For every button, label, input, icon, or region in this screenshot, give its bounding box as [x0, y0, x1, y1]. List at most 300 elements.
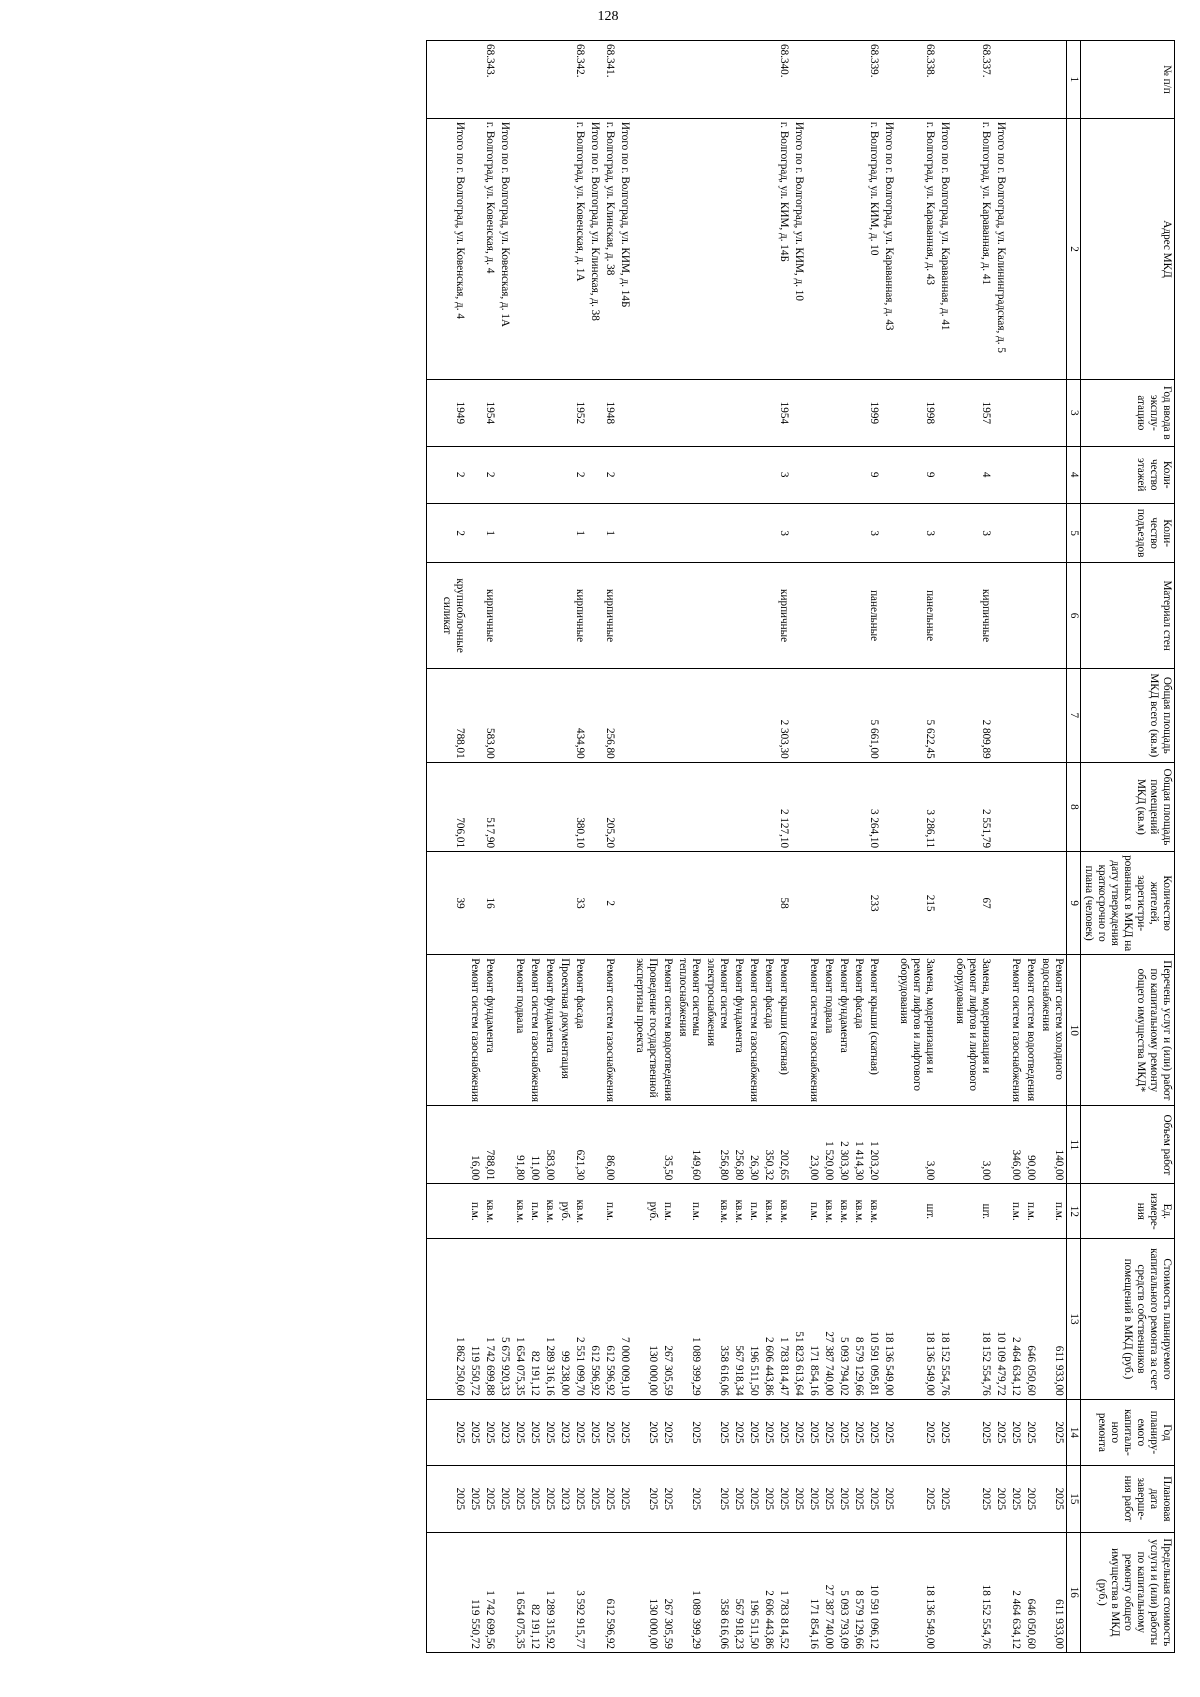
volume-cell: 350,32: [761, 1106, 776, 1184]
rooms-area-cell: [851, 762, 866, 851]
year-built-cell: [851, 380, 866, 446]
cost-cell: 130 000,00: [632, 1239, 660, 1399]
year-built-cell: [497, 380, 512, 446]
year-built-cell: [791, 380, 806, 446]
residents-cell: [527, 852, 542, 955]
row-number-cell: 68.337.: [952, 41, 993, 119]
year-built-cell: [660, 380, 675, 446]
max-cost-cell: [993, 1532, 1008, 1652]
table-row: [952, 41, 993, 1653]
work-type-cell: Ремонт систем водоотведения: [1023, 955, 1038, 1106]
cost-cell: 358 616,06: [703, 1239, 731, 1399]
row-number-cell: [851, 41, 866, 119]
empty-cell: [427, 668, 440, 762]
work-type-cell: Замена, модернизация и ремонт лифтов и лифтового оборудования: [896, 955, 937, 1106]
wall-material-cell: [993, 563, 1008, 668]
max-cost-cell: 1 654 075,35: [512, 1532, 527, 1652]
finish-date-cell: 2025: [836, 1466, 851, 1532]
column-number-row: [1067, 41, 1081, 1653]
total-area-cell: 583,00: [482, 668, 497, 762]
entrances-cell: [527, 503, 542, 563]
row-number-cell: [806, 41, 821, 119]
address-cell: [527, 118, 542, 379]
address-cell: [1023, 118, 1038, 379]
work-type-cell: Ремонт систем электроснабжения: [703, 955, 731, 1106]
volume-cell: 91,80: [512, 1106, 527, 1184]
wall-material-cell: кирпичные: [602, 563, 617, 668]
entrances-cell: [542, 503, 557, 563]
unit-cell: кв.м.: [542, 1184, 557, 1239]
year-built-cell: [542, 380, 557, 446]
wall-material-cell: [557, 563, 572, 668]
address-cell: [746, 118, 761, 379]
volume-cell: 26,30: [746, 1106, 761, 1184]
year-built-cell: [836, 380, 851, 446]
cost-cell: 99 238,00: [557, 1239, 572, 1399]
cost-cell: 1 654 075,35: [512, 1239, 527, 1399]
header-cell: Стоимость планируемого капитального ремонта за счет средств собственников помещений в МКД (руб.): [1081, 1239, 1175, 1399]
max-cost-cell: 267 305,59: [660, 1532, 675, 1652]
plan-year-cell: 2025: [572, 1399, 587, 1465]
unit-cell: шт.: [896, 1184, 937, 1239]
entrances-cell: [497, 503, 512, 563]
finish-date-cell: 2025: [952, 1466, 993, 1532]
finish-date-cell: 2023: [557, 1466, 572, 1532]
rooms-area-cell: [467, 762, 482, 851]
column-number: 1: [1067, 41, 1081, 119]
work-type-cell: Ремонт систем водоотведения: [660, 955, 675, 1106]
year-built-cell: [512, 380, 527, 446]
year-built-cell: 1952: [572, 380, 587, 446]
entrances-cell: 3: [952, 503, 993, 563]
column-number: 11: [1067, 1106, 1081, 1184]
max-cost-cell: [881, 1532, 896, 1652]
floors-cell: 9: [896, 446, 937, 503]
column-number: 12: [1067, 1184, 1081, 1239]
header-cell: Адрес МКД: [1081, 118, 1175, 379]
rooms-area-cell: [703, 762, 731, 851]
floors-cell: 2: [572, 446, 587, 503]
empty-cell: [427, 446, 440, 503]
address-cell: г. Волгоград, ул. Караванная, д. 41: [952, 118, 993, 379]
max-cost-cell: 2 606 443,86: [761, 1532, 776, 1652]
work-type-cell: Ремонт фундамента: [731, 955, 746, 1106]
floors-cell: [791, 446, 806, 503]
cost-cell: 2 606 443,86: [761, 1239, 776, 1399]
rooms-area-cell: [675, 762, 703, 851]
max-cost-cell: 2 464 634,12: [1008, 1532, 1023, 1652]
unit-cell: п.м.: [1023, 1184, 1038, 1239]
address-cell: г. Волгоград, ул. Ковенская, д. 4: [482, 118, 497, 379]
rooms-area-cell: [1023, 762, 1038, 851]
table-row: [791, 41, 806, 1653]
floors-cell: [660, 446, 675, 503]
work-type-cell: Ремонт систем газоснабжения: [602, 955, 617, 1106]
year-built-cell: [1038, 380, 1067, 446]
table-row: [602, 41, 617, 1653]
unit-cell: [497, 1184, 512, 1239]
finish-date-cell: 2025: [527, 1466, 542, 1532]
row-number-cell: [467, 41, 482, 119]
year-built-cell: [761, 380, 776, 446]
wall-material-cell: [1023, 563, 1038, 668]
cost-cell: 5 675 920,33: [497, 1239, 512, 1399]
work-type-cell: Ремонт подвала: [821, 955, 836, 1106]
rooms-area-cell: 706,01: [439, 762, 467, 851]
max-cost-cell: [497, 1532, 512, 1652]
table-row: [731, 41, 746, 1653]
unit-cell: кв.м.: [731, 1184, 746, 1239]
total-area-cell: [881, 668, 896, 762]
finish-date-cell: 2025: [703, 1466, 731, 1532]
cost-cell: 18 136 549,00: [881, 1239, 896, 1399]
rooms-area-cell: [512, 762, 527, 851]
plan-year-cell: 2025: [937, 1399, 952, 1465]
work-type-cell: Ремонт системы теплоснабжения: [675, 955, 703, 1106]
wall-material-cell: [1038, 563, 1067, 668]
finish-date-cell: 2025: [632, 1466, 660, 1532]
header-cell: № п/п: [1081, 41, 1175, 119]
entrances-cell: 2: [439, 503, 467, 563]
cost-cell: 567 918,34: [731, 1239, 746, 1399]
floors-cell: [542, 446, 557, 503]
unit-cell: кв.м.: [482, 1184, 497, 1239]
floors-cell: [632, 446, 660, 503]
cost-cell: 18 152 554,76: [952, 1239, 993, 1399]
residents-cell: [937, 852, 952, 955]
table-row: [866, 41, 881, 1653]
header-cell: Плановая дата заверше-ния работ: [1081, 1466, 1175, 1532]
address-cell: [512, 118, 527, 379]
work-type-cell: [881, 955, 896, 1106]
wall-material-cell: [746, 563, 761, 668]
residents-cell: [791, 852, 806, 955]
wall-material-cell: [761, 563, 776, 668]
work-type-cell: Проведение государственной экспертизы проекта: [632, 955, 660, 1106]
address-cell: [1008, 118, 1023, 379]
finish-date-cell: 2025: [806, 1466, 821, 1532]
residents-cell: 39: [439, 852, 467, 955]
wall-material-cell: [497, 563, 512, 668]
wall-material-cell: [836, 563, 851, 668]
unit-cell: [937, 1184, 952, 1239]
unit-cell: п.м.: [1038, 1184, 1067, 1239]
plan-year-cell: 2025: [1008, 1399, 1023, 1465]
row-number-cell: 68.341.: [602, 41, 617, 119]
floors-cell: 2: [602, 446, 617, 503]
row-number-cell: 68.343.: [482, 41, 497, 119]
plan-year-cell: 2025: [527, 1399, 542, 1465]
max-cost-cell: 1 783 814,52: [776, 1532, 791, 1652]
rooms-area-cell: [617, 762, 632, 851]
max-cost-cell: 646 050,60: [1023, 1532, 1038, 1652]
header-cell: Общая площадь помещений МКД (кв.м): [1081, 762, 1175, 851]
finish-date-cell: 2025: [937, 1466, 952, 1532]
table-row: [617, 41, 632, 1653]
row-number-cell: [527, 41, 542, 119]
plan-year-cell: 2025: [746, 1399, 761, 1465]
wall-material-cell: панельные: [866, 563, 881, 668]
row-number-cell: [439, 41, 467, 119]
floors-cell: [587, 446, 602, 503]
rooms-area-cell: [1038, 762, 1067, 851]
table-row: [836, 41, 851, 1653]
residents-cell: [557, 852, 572, 955]
wall-material-cell: [675, 563, 703, 668]
cost-cell: 10 109 479,72: [993, 1239, 1008, 1399]
entrances-cell: 1: [572, 503, 587, 563]
work-type-cell: Ремонт подвала: [512, 955, 527, 1106]
table-row: [806, 41, 821, 1653]
work-type-cell: Ремонт систем газоснабжения: [467, 955, 482, 1106]
row-number-cell: 68.338.: [896, 41, 937, 119]
residents-cell: [542, 852, 557, 955]
residents-cell: 58: [776, 852, 791, 955]
entrances-cell: 3: [776, 503, 791, 563]
total-area-cell: [731, 668, 746, 762]
finish-date-cell: 2025: [572, 1466, 587, 1532]
unit-cell: [881, 1184, 896, 1239]
column-number: 8: [1067, 762, 1081, 851]
wall-material-cell: [806, 563, 821, 668]
address-cell: [703, 118, 731, 379]
header-cell: Перечень услуг и (или) работ по капитальному ремонту общего имущества МКД*: [1081, 955, 1175, 1106]
cost-cell: 612 596,92: [587, 1239, 602, 1399]
residents-cell: [1038, 852, 1067, 955]
unit-cell: кв.м.: [866, 1184, 881, 1239]
column-number: 9: [1067, 852, 1081, 955]
total-area-cell: [675, 668, 703, 762]
year-built-cell: [467, 380, 482, 446]
empty-cell: [427, 1239, 440, 1399]
rooms-area-cell: [761, 762, 776, 851]
wall-material-cell: [587, 563, 602, 668]
row-number-cell: [731, 41, 746, 119]
finish-date-cell: 2025: [881, 1466, 896, 1532]
finish-date-cell: 2025: [1038, 1466, 1067, 1532]
residents-cell: [881, 852, 896, 955]
column-number: 3: [1067, 380, 1081, 446]
rooms-area-cell: [821, 762, 836, 851]
address-cell: [675, 118, 703, 379]
empty-cell: [427, 955, 440, 1106]
rooms-area-cell: 2 127,10: [776, 762, 791, 851]
row-number-cell: [746, 41, 761, 119]
year-built-cell: 1957: [952, 380, 993, 446]
rooms-area-cell: 380,10: [572, 762, 587, 851]
volume-cell: 346,00: [1008, 1106, 1023, 1184]
volume-cell: 583,00: [542, 1106, 557, 1184]
year-built-cell: [632, 380, 660, 446]
address-cell: Итого по г. Волгоград, ул. КИМ, д. 10: [791, 118, 806, 379]
total-area-cell: 2 303,30: [776, 668, 791, 762]
row-number-cell: [821, 41, 836, 119]
empty-cell: [427, 1184, 440, 1239]
plan-year-cell: 2025: [617, 1399, 632, 1465]
work-type-cell: [791, 955, 806, 1106]
address-cell: Итого по г. Волгоград, ул. Ковенская, д. 1А: [497, 118, 512, 379]
unit-cell: [617, 1184, 632, 1239]
wall-material-cell: кирпичные: [952, 563, 993, 668]
table-row: [467, 41, 482, 1653]
page-number: 128: [597, 9, 619, 24]
table-bottom-row: [427, 41, 440, 1653]
year-built-cell: 1949: [439, 380, 467, 446]
year-built-cell: [731, 380, 746, 446]
row-number-cell: 68.339.: [866, 41, 881, 119]
volume-cell: 3,00: [952, 1106, 993, 1184]
entrances-cell: 3: [866, 503, 881, 563]
volume-cell: 788,01: [482, 1106, 497, 1184]
volume-cell: 621,30: [572, 1106, 587, 1184]
year-built-cell: [937, 380, 952, 446]
address-cell: [542, 118, 557, 379]
column-number: 15: [1067, 1466, 1081, 1532]
wall-material-cell: [542, 563, 557, 668]
rooms-area-cell: [1008, 762, 1023, 851]
total-area-cell: [617, 668, 632, 762]
table-row: [557, 41, 572, 1653]
cost-cell: 171 854,16: [806, 1239, 821, 1399]
cost-cell: 7 000 009,10: [617, 1239, 632, 1399]
year-built-cell: 1954: [482, 380, 497, 446]
total-area-cell: [806, 668, 821, 762]
total-area-cell: [527, 668, 542, 762]
residents-cell: [836, 852, 851, 955]
volume-cell: [632, 1106, 660, 1184]
residents-cell: 2: [602, 852, 617, 955]
max-cost-cell: 358 616,06: [703, 1532, 731, 1652]
row-number-cell: [1008, 41, 1023, 119]
volume-cell: [881, 1106, 896, 1184]
cost-cell: 27 387 740,00: [821, 1239, 836, 1399]
max-cost-cell: [587, 1532, 602, 1652]
max-cost-cell: 18 152 554,76: [952, 1532, 993, 1652]
volume-cell: [937, 1106, 952, 1184]
residents-cell: [731, 852, 746, 955]
address-cell: г. Волгоград, ул. Ковенская, д. 1А: [572, 118, 587, 379]
plan-year-cell: 2025: [542, 1399, 557, 1465]
year-built-cell: [806, 380, 821, 446]
volume-cell: [993, 1106, 1008, 1184]
max-cost-cell: 5 093 793,09: [836, 1532, 851, 1652]
entrances-cell: [1023, 503, 1038, 563]
residents-cell: [497, 852, 512, 955]
floors-cell: [821, 446, 836, 503]
work-type-cell: Ремонт фундамента: [482, 955, 497, 1106]
address-cell: [1038, 118, 1067, 379]
plan-year-cell: 2025: [821, 1399, 836, 1465]
cost-cell: 2 464 634,12: [1008, 1239, 1023, 1399]
wall-material-cell: [881, 563, 896, 668]
unit-cell: п.м.: [660, 1184, 675, 1239]
plan-year-cell: 2025: [776, 1399, 791, 1465]
volume-cell: 35,50: [660, 1106, 675, 1184]
residents-cell: [993, 852, 1008, 955]
wall-material-cell: [617, 563, 632, 668]
entrances-cell: [703, 503, 731, 563]
volume-cell: [439, 1106, 467, 1184]
address-cell: [731, 118, 746, 379]
unit-cell: шт.: [952, 1184, 993, 1239]
rooms-area-cell: [527, 762, 542, 851]
finish-date-cell: 2025: [675, 1466, 703, 1532]
residents-cell: 215: [896, 852, 937, 955]
table-row: [776, 41, 791, 1653]
wall-material-cell: кирпичные: [572, 563, 587, 668]
year-built-cell: [557, 380, 572, 446]
table-row: [703, 41, 731, 1653]
unit-cell: кв.м.: [836, 1184, 851, 1239]
finish-date-cell: 2025: [602, 1466, 617, 1532]
year-built-cell: 1954: [776, 380, 791, 446]
total-area-cell: [542, 668, 557, 762]
rooms-area-cell: [557, 762, 572, 851]
residents-cell: [660, 852, 675, 955]
entrances-cell: [821, 503, 836, 563]
cost-cell: 646 050,60: [1023, 1239, 1038, 1399]
entrances-cell: [791, 503, 806, 563]
empty-cell: [427, 41, 440, 119]
row-number-cell: [587, 41, 602, 119]
rooms-area-cell: [836, 762, 851, 851]
max-cost-cell: 18 136 549,00: [896, 1532, 937, 1652]
plan-year-cell: 2025: [791, 1399, 806, 1465]
rooms-area-cell: 517,90: [482, 762, 497, 851]
plan-year-cell: 2025: [660, 1399, 675, 1465]
column-number: 5: [1067, 503, 1081, 563]
empty-cell: [427, 1106, 440, 1184]
max-cost-cell: 82 191,12: [527, 1532, 542, 1652]
column-number: 2: [1067, 118, 1081, 379]
table-row: [660, 41, 675, 1653]
year-built-cell: [703, 380, 731, 446]
entrances-cell: [632, 503, 660, 563]
row-number-cell: [761, 41, 776, 119]
residents-cell: 67: [952, 852, 993, 955]
table-row: [587, 41, 602, 1653]
column-number: 14: [1067, 1399, 1081, 1465]
plan-year-cell: 2025: [703, 1399, 731, 1465]
entrances-cell: [746, 503, 761, 563]
floors-cell: [617, 446, 632, 503]
row-number-cell: 68.340.: [776, 41, 791, 119]
floors-cell: [675, 446, 703, 503]
wall-material-cell: [527, 563, 542, 668]
plan-year-cell: 2025: [512, 1399, 527, 1465]
entrances-cell: 1: [482, 503, 497, 563]
max-cost-cell: 567 918,23: [731, 1532, 746, 1652]
residents-cell: [806, 852, 821, 955]
rooms-area-cell: 3 264,10: [866, 762, 881, 851]
unit-cell: п.м.: [467, 1184, 482, 1239]
max-cost-cell: 611 933,00: [1038, 1532, 1067, 1652]
table-row: [937, 41, 952, 1653]
max-cost-cell: 3 592 915,77: [572, 1532, 587, 1652]
volume-cell: 23,00: [806, 1106, 821, 1184]
header-cell: Предельная стоимость услуги и (или) работы по капитальному ремонту общего имущества в МКД (руб.): [1081, 1532, 1175, 1652]
address-cell: Итого по г. Волгоград, ул. Калининградская, д. 5: [993, 118, 1008, 379]
cost-cell: 2 551 099,70: [572, 1239, 587, 1399]
floors-cell: [761, 446, 776, 503]
plan-year-cell: 2023: [497, 1399, 512, 1465]
work-type-cell: [937, 955, 952, 1106]
table-row: [761, 41, 776, 1653]
finish-date-cell: 2025: [791, 1466, 806, 1532]
entrances-cell: [512, 503, 527, 563]
floors-cell: [467, 446, 482, 503]
volume-cell: 256,80: [731, 1106, 746, 1184]
